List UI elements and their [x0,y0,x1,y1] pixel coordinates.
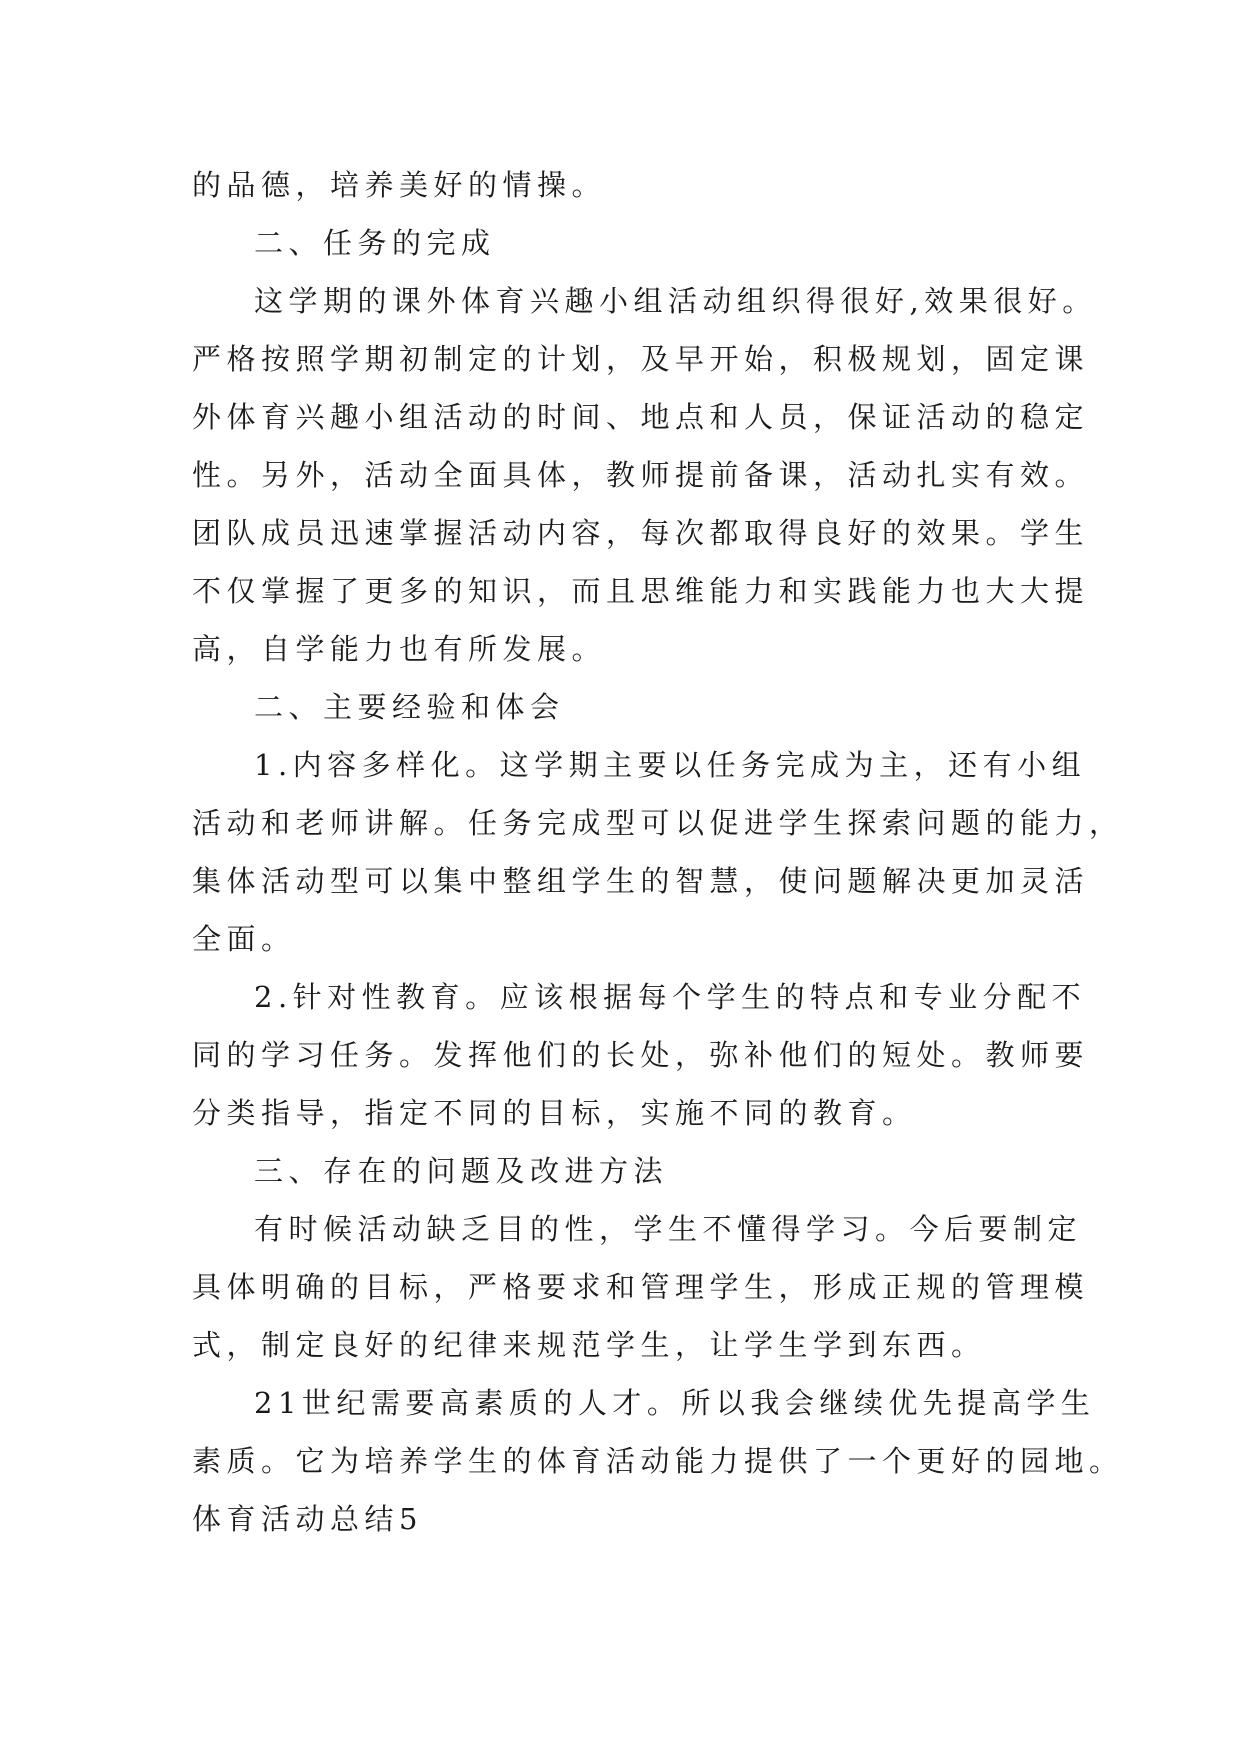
text-line: 活动和老师讲解。任务完成型可以促进学生探索问题的能力， [192,806,1124,840]
text-line: 式，制定良好的纪律来规范学生，让学生学到东西。 [192,1328,986,1362]
text-line: 同的学习任务。发挥他们的长处，弥补他们的短处。教师要 [192,1038,1090,1072]
text-line: 21世纪需要高素质的人才。所以我会继续优先提高学生 [254,1386,1096,1420]
text-line: 外体育兴趣小组活动的时间、地点和人员，保证活动的稳定 [192,400,1090,434]
text-line: 具体明确的目标，严格要求和管理学生，形成正规的管理模 [192,1270,1090,1304]
text-line: 分类指导，指定不同的目标，实施不同的教育。 [192,1096,917,1130]
text-line: 不仅掌握了更多的知识，而且思维能力和实践能力也大大提 [192,574,1090,608]
text-line: 集体活动型可以集中整组学生的智慧，使问题解决更加灵活 [192,864,1090,898]
text-line: 2.针对性教育。应该根据每个学生的特点和专业分配不 [254,980,1087,1014]
text-line: 团队成员迅速掌握活动内容，每次都取得良好的效果。学生 [192,516,1090,550]
text-line: 的品德，培养美好的情操。 [192,168,607,202]
section-heading: 二、任务的完成 [254,226,496,260]
text-line: 性。另外，活动全面具体，教师提前备课，活动扎实有效。 [192,458,1090,492]
text-line: 这学期的课外体育兴趣小组活动组织得很好,效果很好。 [254,284,1097,318]
section-heading: 二、主要经验和体会 [254,690,565,724]
text-line: 高，自学能力也有所发展。 [192,632,607,666]
text-line: 素质。它为培养学生的体育活动能力提供了一个更好的园地。 [192,1444,1124,1478]
section-heading: 三、存在的问题及改进方法 [254,1154,669,1188]
text-line: 有时候活动缺乏目的性，学生不懂得学习。今后要制定 [254,1212,1083,1246]
text-line: 全面。 [192,922,296,956]
text-line: 1.内容多样化。这学期主要以任务完成为主，还有小组 [254,748,1087,782]
document-title: 体育活动总结5 [192,1502,423,1536]
text-line: 严格按照学期初制定的计划，及早开始，积极规划，固定课 [192,342,1090,376]
